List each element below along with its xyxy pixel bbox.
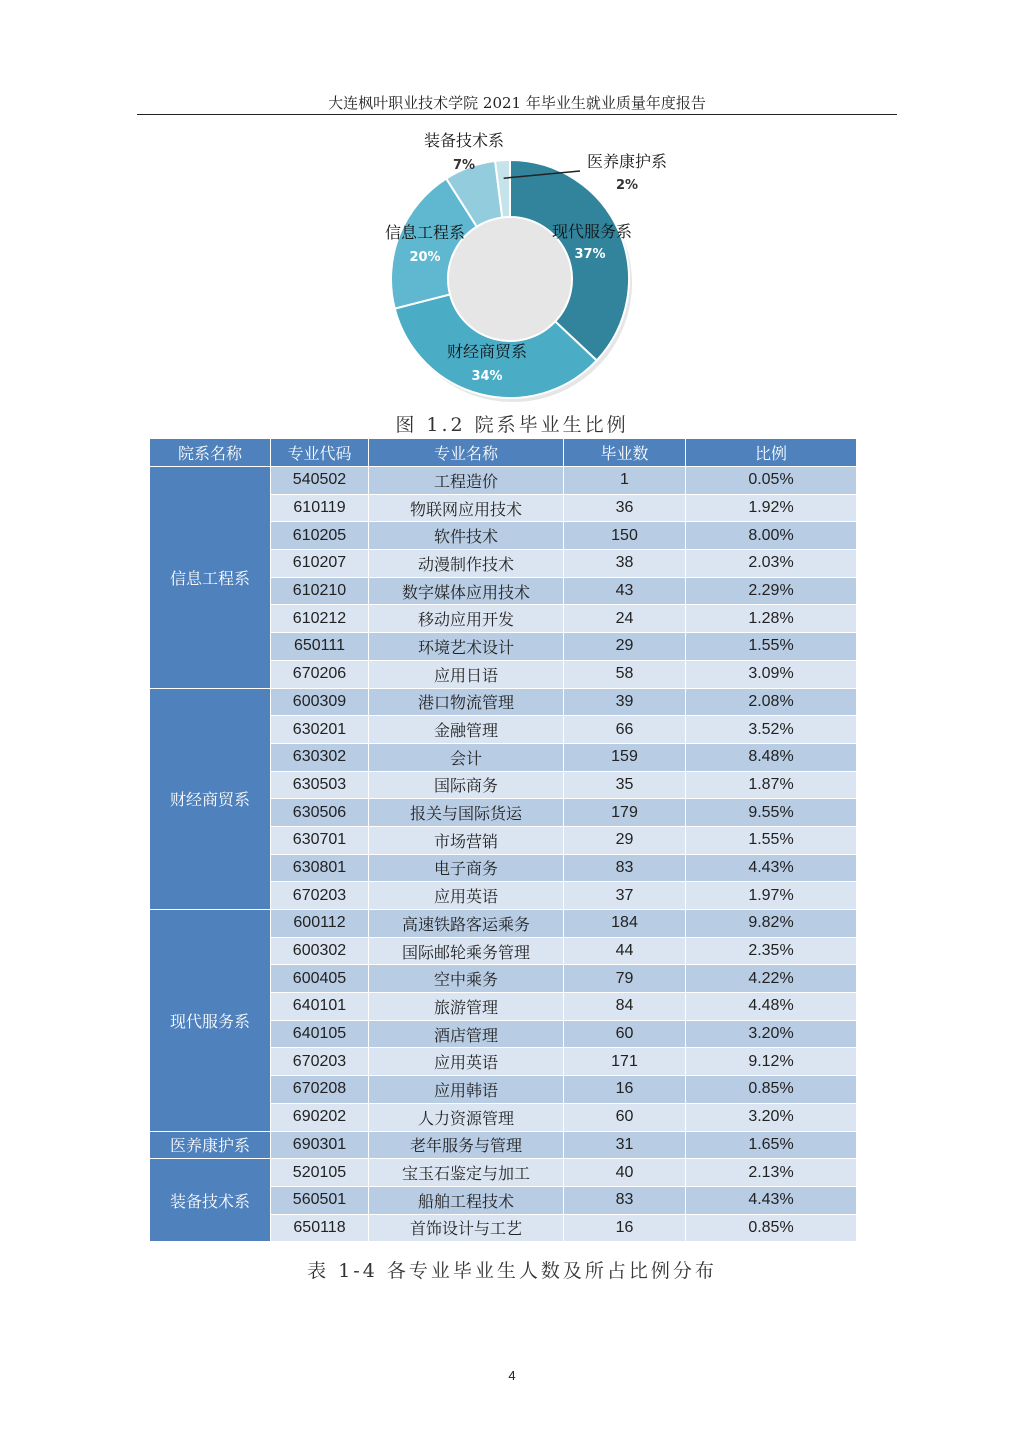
slice-percent-label: 2% xyxy=(615,178,639,193)
ratio-cell: 8.48% xyxy=(686,743,857,771)
graduate-count-cell: 40 xyxy=(564,1159,686,1187)
ratio-cell: 1.87% xyxy=(686,771,857,799)
graduate-count-cell: 29 xyxy=(564,633,686,661)
major-name-cell: 首饰设计与工艺 xyxy=(369,1214,564,1242)
major-name-cell: 酒店管理 xyxy=(369,1020,564,1048)
graduate-count-cell: 16 xyxy=(564,1214,686,1242)
major-name-cell: 金融管理 xyxy=(369,716,564,744)
ratio-cell: 3.20% xyxy=(686,1103,857,1131)
major-name-cell: 环境艺术设计 xyxy=(369,633,564,661)
graduates-table xyxy=(149,438,857,1242)
major-name-cell: 应用英语 xyxy=(369,882,564,910)
ratio-cell: 1.55% xyxy=(686,633,857,661)
ratio-cell: 4.48% xyxy=(686,993,857,1021)
major-code-cell: 610210 xyxy=(271,577,369,605)
ratio-cell: 2.29% xyxy=(686,577,857,605)
graduate-count-cell: 24 xyxy=(564,605,686,633)
ratio-cell: 1.92% xyxy=(686,494,857,522)
major-name-cell: 移动应用开发 xyxy=(369,605,564,633)
ratio-cell: 9.55% xyxy=(686,799,857,827)
major-name-cell: 工程造价 xyxy=(369,467,564,495)
col-header-ratio: 比例 xyxy=(686,439,857,467)
major-name-cell: 空中乘务 xyxy=(369,965,564,993)
major-code-cell: 610207 xyxy=(271,550,369,578)
graduate-count-cell: 31 xyxy=(564,1131,686,1159)
ratio-cell: 3.09% xyxy=(686,660,857,688)
figure-caption: 图 1.2 院系毕业生比例 xyxy=(395,414,629,436)
major-code-cell: 630201 xyxy=(271,716,369,744)
ratio-cell: 0.85% xyxy=(686,1214,857,1242)
table-row xyxy=(150,1159,857,1187)
ratio-cell: 3.20% xyxy=(686,1020,857,1048)
slice-label: 装备技术系 xyxy=(423,131,505,150)
major-name-cell: 宝玉石鉴定与加工 xyxy=(369,1159,564,1187)
ratio-cell: 1.28% xyxy=(686,605,857,633)
slice-label: 医养康护系 xyxy=(586,152,668,171)
major-code-cell: 650111 xyxy=(271,633,369,661)
major-name-cell: 软件技术 xyxy=(369,522,564,550)
major-code-cell: 670208 xyxy=(271,1076,369,1104)
ratio-cell: 8.00% xyxy=(686,522,857,550)
dept-cell: 现代服务系 xyxy=(150,910,271,1132)
graduate-count-cell: 1 xyxy=(564,467,686,495)
page-header: 大连枫叶职业技术学院 2021 年毕业生就业质量年度报告 xyxy=(328,94,706,112)
department-donut-chart xyxy=(0,0,1024,410)
major-code-cell: 610119 xyxy=(271,494,369,522)
major-name-cell: 应用日语 xyxy=(369,660,564,688)
major-name-cell: 动漫制作技术 xyxy=(369,550,564,578)
graduate-count-cell: 37 xyxy=(564,882,686,910)
major-name-cell: 会计 xyxy=(369,743,564,771)
major-code-cell: 630503 xyxy=(271,771,369,799)
dept-cell: 财经商贸系 xyxy=(150,688,271,910)
major-code-cell: 600302 xyxy=(271,937,369,965)
major-code-cell: 690301 xyxy=(271,1131,369,1159)
major-code-cell: 520105 xyxy=(271,1159,369,1187)
col-header-major: 专业名称 xyxy=(369,439,564,467)
major-code-cell: 690202 xyxy=(271,1103,369,1131)
major-code-cell: 560501 xyxy=(271,1186,369,1214)
page-number: 4 xyxy=(508,1368,516,1383)
table-row xyxy=(150,688,857,716)
ratio-cell: 4.43% xyxy=(686,854,857,882)
major-name-cell: 船舶工程技术 xyxy=(369,1186,564,1214)
graduate-count-cell: 29 xyxy=(564,826,686,854)
major-name-cell: 港口物流管理 xyxy=(369,688,564,716)
table-caption: 表 1-4 各专业毕业生人数及所占比例分布 xyxy=(307,1260,717,1282)
major-code-cell: 540502 xyxy=(271,467,369,495)
major-name-cell: 市场营销 xyxy=(369,826,564,854)
major-name-cell: 国际商务 xyxy=(369,771,564,799)
graduate-count-cell: 58 xyxy=(564,660,686,688)
major-code-cell: 600309 xyxy=(271,688,369,716)
major-code-cell: 630801 xyxy=(271,854,369,882)
graduate-count-cell: 39 xyxy=(564,688,686,716)
ratio-cell: 1.97% xyxy=(686,882,857,910)
graduate-count-cell: 83 xyxy=(564,1186,686,1214)
graduate-count-cell: 66 xyxy=(564,716,686,744)
major-code-cell: 670203 xyxy=(271,1048,369,1076)
table-body xyxy=(150,467,857,1242)
ratio-cell: 4.43% xyxy=(686,1186,857,1214)
table-header-row xyxy=(150,439,857,467)
major-name-cell: 人力资源管理 xyxy=(369,1103,564,1131)
graduate-count-cell: 36 xyxy=(564,494,686,522)
major-name-cell: 国际邮轮乘务管理 xyxy=(369,937,564,965)
slice-percent-label: 37% xyxy=(574,247,606,262)
major-name-cell: 应用韩语 xyxy=(369,1076,564,1104)
graduate-count-cell: 43 xyxy=(564,577,686,605)
major-code-cell: 640101 xyxy=(271,993,369,1021)
graduate-count-cell: 44 xyxy=(564,937,686,965)
ratio-cell: 2.08% xyxy=(686,688,857,716)
graduate-count-cell: 83 xyxy=(564,854,686,882)
major-name-cell: 应用英语 xyxy=(369,1048,564,1076)
slice-label: 财经商贸系 xyxy=(446,342,528,361)
col-header-dept: 院系名称 xyxy=(150,439,271,467)
major-code-cell: 600112 xyxy=(271,910,369,938)
major-name-cell: 物联网应用技术 xyxy=(369,494,564,522)
major-code-cell: 640105 xyxy=(271,1020,369,1048)
ratio-cell: 9.12% xyxy=(686,1048,857,1076)
graduate-count-cell: 171 xyxy=(564,1048,686,1076)
ratio-cell: 9.82% xyxy=(686,910,857,938)
slice-percent-label: 34% xyxy=(471,369,503,384)
major-code-cell: 600405 xyxy=(271,965,369,993)
major-name-cell: 报关与国际货运 xyxy=(369,799,564,827)
ratio-cell: 0.05% xyxy=(686,467,857,495)
slice-percent-label: 20% xyxy=(409,250,441,265)
ratio-cell: 4.22% xyxy=(686,965,857,993)
major-name-cell: 老年服务与管理 xyxy=(369,1131,564,1159)
graduate-count-cell: 60 xyxy=(564,1103,686,1131)
graduate-count-cell: 16 xyxy=(564,1076,686,1104)
graduate-count-cell: 159 xyxy=(564,743,686,771)
major-code-cell: 610205 xyxy=(271,522,369,550)
slice-label: 信息工程系 xyxy=(384,223,466,242)
ratio-cell: 1.55% xyxy=(686,826,857,854)
table-row xyxy=(150,467,857,495)
ratio-cell: 2.03% xyxy=(686,550,857,578)
dept-cell: 装备技术系 xyxy=(150,1159,271,1242)
slice-percent-label: 7% xyxy=(452,158,476,173)
major-code-cell: 670203 xyxy=(271,882,369,910)
major-code-cell: 670206 xyxy=(271,660,369,688)
major-name-cell: 高速铁路客运乘务 xyxy=(369,910,564,938)
graduate-count-cell: 35 xyxy=(564,771,686,799)
col-header-count: 毕业数 xyxy=(564,439,686,467)
graduate-count-cell: 179 xyxy=(564,799,686,827)
graduate-count-cell: 184 xyxy=(564,910,686,938)
major-name-cell: 电子商务 xyxy=(369,854,564,882)
ratio-cell: 1.65% xyxy=(686,1131,857,1159)
major-name-cell: 数字媒体应用技术 xyxy=(369,577,564,605)
graduate-count-cell: 150 xyxy=(564,522,686,550)
graduate-count-cell: 79 xyxy=(564,965,686,993)
dept-cell: 医养康护系 xyxy=(150,1131,271,1159)
ratio-cell: 0.85% xyxy=(686,1076,857,1104)
dept-cell: 信息工程系 xyxy=(150,467,271,689)
major-name-cell: 旅游管理 xyxy=(369,993,564,1021)
ratio-cell: 3.52% xyxy=(686,716,857,744)
graduate-count-cell: 38 xyxy=(564,550,686,578)
major-code-cell: 650118 xyxy=(271,1214,369,1242)
major-code-cell: 630302 xyxy=(271,743,369,771)
major-code-cell: 630506 xyxy=(271,799,369,827)
ratio-cell: 2.13% xyxy=(686,1159,857,1187)
col-header-code: 专业代码 xyxy=(271,439,369,467)
major-code-cell: 630701 xyxy=(271,826,369,854)
slice-label: 现代服务系 xyxy=(551,222,633,241)
table-row xyxy=(150,1131,857,1159)
table-row xyxy=(150,910,857,938)
ratio-cell: 2.35% xyxy=(686,937,857,965)
major-code-cell: 610212 xyxy=(271,605,369,633)
graduate-count-cell: 84 xyxy=(564,993,686,1021)
graduate-count-cell: 60 xyxy=(564,1020,686,1048)
